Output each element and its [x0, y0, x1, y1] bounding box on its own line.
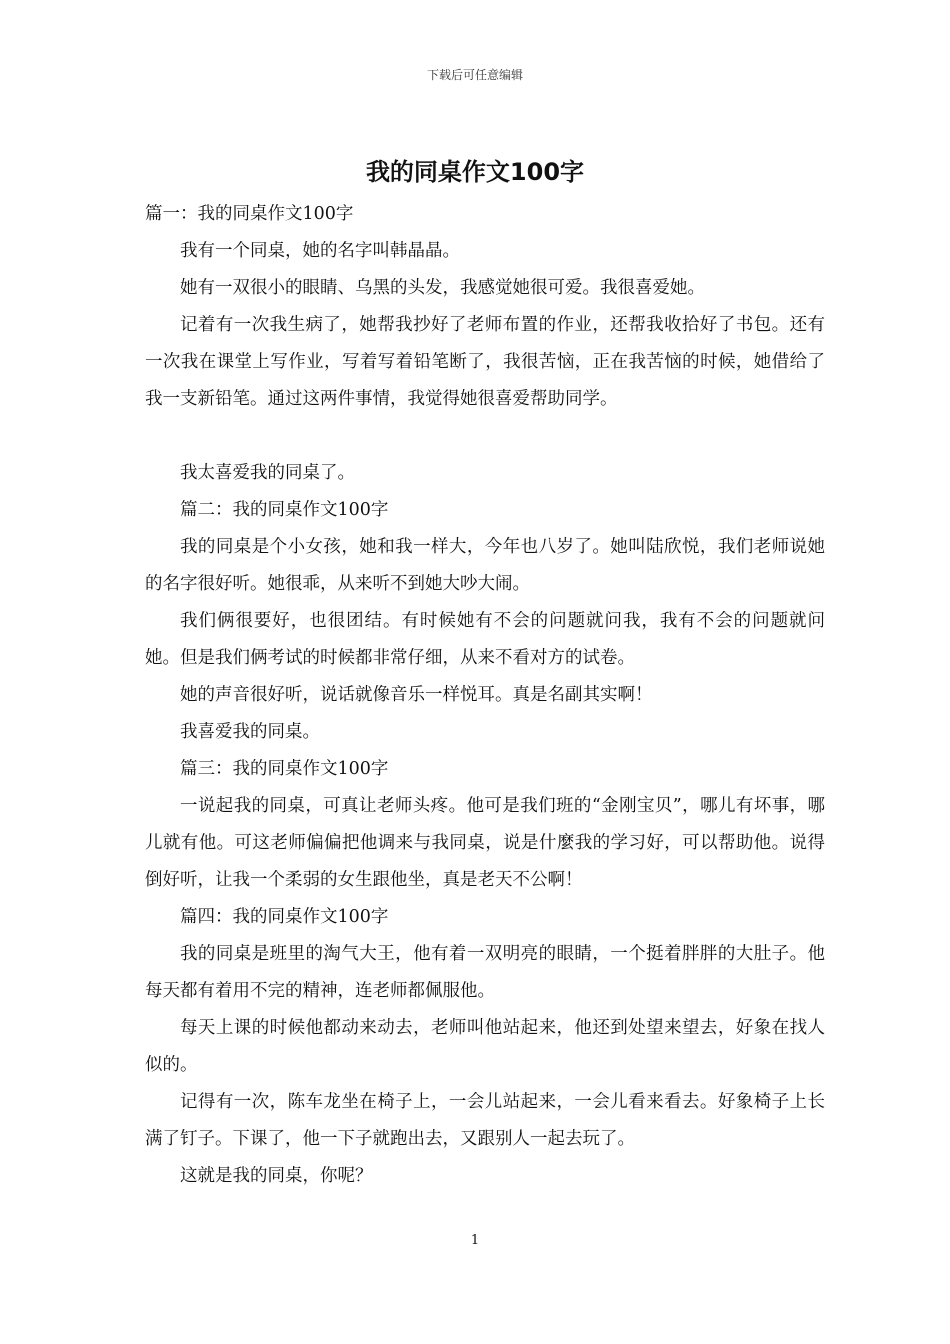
paragraph: 每天上课的时候他都动来动去，老师叫他站起来，他还到处望来望去，好象在找人似的。: [145, 1018, 825, 1075]
section-heading-4: 篇四：我的同桌作文100字: [180, 907, 389, 927]
paragraph: 我太喜爱我的同桌了。: [180, 463, 355, 483]
paragraph: 我喜爱我的同桌。: [180, 722, 320, 742]
paragraph: 她有一双很小的眼睛、乌黑的头发，我感觉她很可爱。我很喜爱她。: [180, 278, 705, 298]
document-title: 我的同桌作文100字: [365, 158, 585, 186]
section-heading-3: 篇三：我的同桌作文100字: [180, 759, 389, 779]
paragraph: 我的同桌是班里的淘气大王，他有着一双明亮的眼睛，一个挺着胖胖的大肚子。他每天都有着用不完的精神，连老师都佩服他。: [145, 944, 825, 1001]
paragraph: 她的声音很好听，说话就像音乐一样悦耳。真是名副其实啊！: [180, 685, 653, 705]
page-number: 1: [470, 1233, 480, 1248]
paragraph: 记得有一次，陈车龙坐在椅子上，一会儿站起来，一会儿看来看去。好象椅子上长满了钉子。下课了，他一下子就跑出去，又跟别人一起去玩了。: [145, 1092, 825, 1149]
section-heading-2: 篇二：我的同桌作文100字: [180, 500, 389, 520]
paragraph: 这就是我的同桌，你呢？: [180, 1166, 373, 1186]
paragraph: 一说起我的同桌，可真让老师头疼。他可是我们班的“金刚宝贝”，哪儿有坏事，哪儿就有他。可这老师偏偏把他调来与我同桌，说是什麼我的学习好，可以帮助他。说得倒好听，让我一个柔弱的女生跟他坐，真是老天不公啊！: [145, 796, 825, 890]
essay-body: [145, 196, 825, 1195]
paragraph: 记着有一次我生病了，她帮我抄好了老师布置的作业，还帮我收拾好了书包。还有一次我在课堂上写作业，写着写着铅笔断了，我很苦恼，正在我苦恼的时候，她借给了我一支新铅笔。通过这两件事情，我觉得她很喜爱帮助同学。: [145, 315, 825, 409]
paragraph: 我有一个同桌，她的名字叫韩晶晶。: [180, 241, 460, 261]
section-heading-1: 篇一：我的同桌作文100字: [145, 204, 354, 224]
page-header: 下载后可任意编辑: [426, 68, 523, 82]
paragraph: 我的同桌是个小女孩，她和我一样大，今年也八岁了。她叫陆欣悦，我们老师说她的名字很好听。她很乖，从来听不到她大吵大闹。: [145, 537, 825, 594]
paragraph: 我们俩很要好，也很团结。有时候她有不会的问题就问我，我有不会的问题就问她。但是我们俩考试的时候都非常仔细，从来不看对方的试卷。: [145, 611, 825, 668]
